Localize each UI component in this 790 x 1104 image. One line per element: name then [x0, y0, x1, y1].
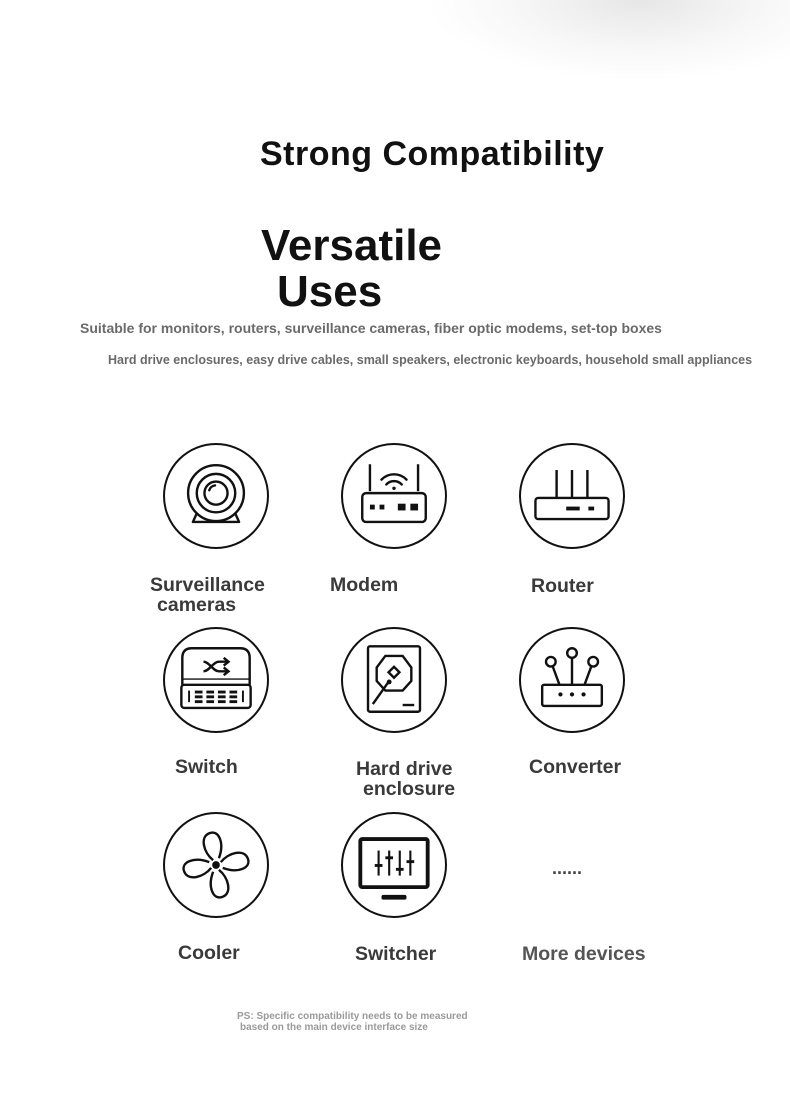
corner-shadow [430, 0, 790, 80]
description-line-1: Suitable for monitors, routers, surveillance cameras, fiber optic modems, set-top boxes [80, 320, 662, 336]
device-label-modem: Modem [330, 574, 399, 596]
device-label-surveillance-cameras [150, 575, 265, 615]
device-label-more-devices: More devices [522, 943, 646, 965]
wifi-modem-icon [341, 443, 447, 549]
footnote-line-1: PS: Specific compatibility needs to be measured [237, 1011, 468, 1022]
webcam-icon [163, 443, 269, 549]
converter-icon [519, 627, 625, 733]
compatibility-footnote [237, 1011, 468, 1033]
device-label-converter: Converter [529, 756, 622, 778]
switcher-icon [341, 812, 447, 918]
device-label-line: Surveillance [150, 574, 265, 596]
description-line-2: Hard drive enclosures, easy drive cables, small speakers, electronic keyboards, household small appliances [108, 353, 753, 367]
device-label-line: enclosure [363, 778, 456, 800]
device-label-hard-drive-enclosure [356, 759, 455, 799]
device-label-switcher: Switcher [355, 943, 437, 965]
footnote-line-2: based on the main device interface size [240, 1022, 428, 1033]
fan-icon [163, 812, 269, 918]
ellipsis-icon: ...... [552, 858, 583, 878]
page-title: Strong Compatibility [260, 135, 605, 173]
device-label-cooler: Cooler [178, 942, 240, 964]
hard-drive-icon [341, 627, 447, 733]
router-icon [519, 443, 625, 549]
device-label-line: cameras [157, 594, 237, 616]
device-label-line: Hard drive [356, 758, 453, 780]
device-label-router: Router [531, 575, 594, 597]
device-label-switch: Switch [175, 756, 238, 778]
network-switch-icon [163, 627, 269, 733]
subtitle-line-2: Uses [277, 267, 383, 316]
subtitle-line-1: Versatile [261, 221, 443, 270]
